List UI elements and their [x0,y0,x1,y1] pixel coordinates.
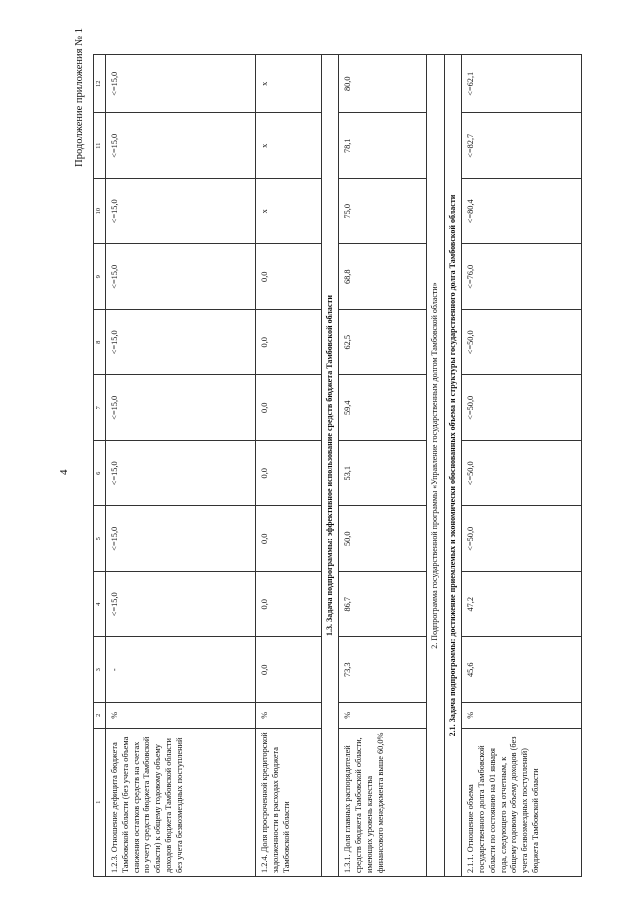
page-number: 4 [58,469,70,475]
value-cell: <=50,0 [462,441,582,507]
table-row [106,55,256,877]
continuation-title: Продолжение приложения № 1 [74,28,85,167]
value-cell: 45,6 [462,637,582,703]
value-cell: x [256,113,322,179]
column-number: 3 [94,637,106,703]
value-cell: 59,4 [339,375,427,441]
value-cell: 53,1 [339,441,427,507]
value-cell: <=15,0 [106,55,256,114]
value-cell: <=15,0 [106,179,256,245]
column-number: 11 [94,113,106,179]
value-cell: 0,0 [256,310,322,376]
unit-cell: % [106,703,256,729]
value-cell: <=50,0 [462,310,582,376]
value-cell: x [256,55,322,114]
subprogram-row [427,55,444,877]
value-cell: 0,0 [256,637,322,703]
column-number: 9 [94,244,106,310]
value-cell: 86,7 [339,572,427,638]
unit-cell: % [462,703,582,729]
table-row [256,55,322,877]
unit-cell: % [339,703,427,729]
task-heading: 1.3. Задача подпрограммы: эффективное использование средств бюджета Тамбовской области [322,55,339,877]
indicator-name: 2.1.1. Отношение объема государственного долга Тамбовской области по состоянию на 01 января года, следующего за отчетным, к общему годовому объему доходов (без учета безвозмездных поступлений) бюджета Тамбовской области [462,728,582,876]
task-heading: 2.1. Задача подпрограммы: достижение приемлемых и экономически обоснованных объема и структуры государственного долга Тамбовской области [444,55,461,877]
value-cell: 80,0 [339,55,427,114]
column-number: 5 [94,506,106,572]
value-cell: 68,8 [339,244,427,310]
column-number: 7 [94,375,106,441]
value-cell: <=15,0 [106,113,256,179]
value-cell: 0,0 [256,244,322,310]
value-cell: <=15,0 [106,572,256,638]
task-row [444,55,461,877]
column-number: 12 [94,55,106,114]
value-cell: <=50,0 [462,506,582,572]
value-cell: x [256,179,322,245]
column-number: 2 [94,703,106,729]
value-cell: <=15,0 [106,310,256,376]
unit-cell: % [256,703,322,729]
value-cell: 62,5 [339,310,427,376]
indicator-name: 1.3.1. Доля главных распорядителей средств бюджета Тамбовской области, имеющих уровень качества финансового менеджмента выше 60,0% [339,728,427,876]
value-cell: 0,0 [256,572,322,638]
column-number: 1 [94,728,106,876]
subprogram-heading: 2. Подпрограмма государственной программы «Управление государственным долгом Тамбовской области» [427,55,444,877]
value-cell: <=15,0 [106,506,256,572]
value-cell: 78,1 [339,113,427,179]
value-cell: 73,3 [339,637,427,703]
value-cell: 0,0 [256,375,322,441]
indicators-table [93,54,582,877]
value-cell: 75,0 [339,179,427,245]
value-cell: 50,0 [339,506,427,572]
value-cell: <=62,1 [462,55,582,114]
table-row [462,55,582,877]
value-cell: <=80,4 [462,179,582,245]
column-number: 4 [94,572,106,638]
value-cell: <=15,0 [106,375,256,441]
column-number-row [94,55,106,877]
task-row [322,55,339,877]
column-number: 8 [94,310,106,376]
value-cell: <=82,7 [462,113,582,179]
value-cell: 0,0 [256,441,322,507]
value-cell: <=50,0 [462,375,582,441]
value-cell: 47,2 [462,572,582,638]
indicator-name: 1.2.3. Отношение дефицита бюджета Тамбовской области (без учета объема снижения остатков средств на счетах по учету средств бюджета Тамбовской области) к общему годовому объему доходов бюджета Тамбовской области без учета безвозмездных поступлений [106,728,256,876]
indicator-name: 1.2.4. Доля просроченной кредиторской задолженности в расходах бюджета Тамбовской области [256,728,322,876]
value-cell: 0,0 [256,506,322,572]
table-row [339,55,427,877]
column-number: 10 [94,179,106,245]
value-cell: <=15,0 [106,441,256,507]
value-cell: <=76,0 [462,244,582,310]
value-cell: - [106,637,256,703]
value-cell: <=15,0 [106,244,256,310]
column-number: 6 [94,441,106,507]
